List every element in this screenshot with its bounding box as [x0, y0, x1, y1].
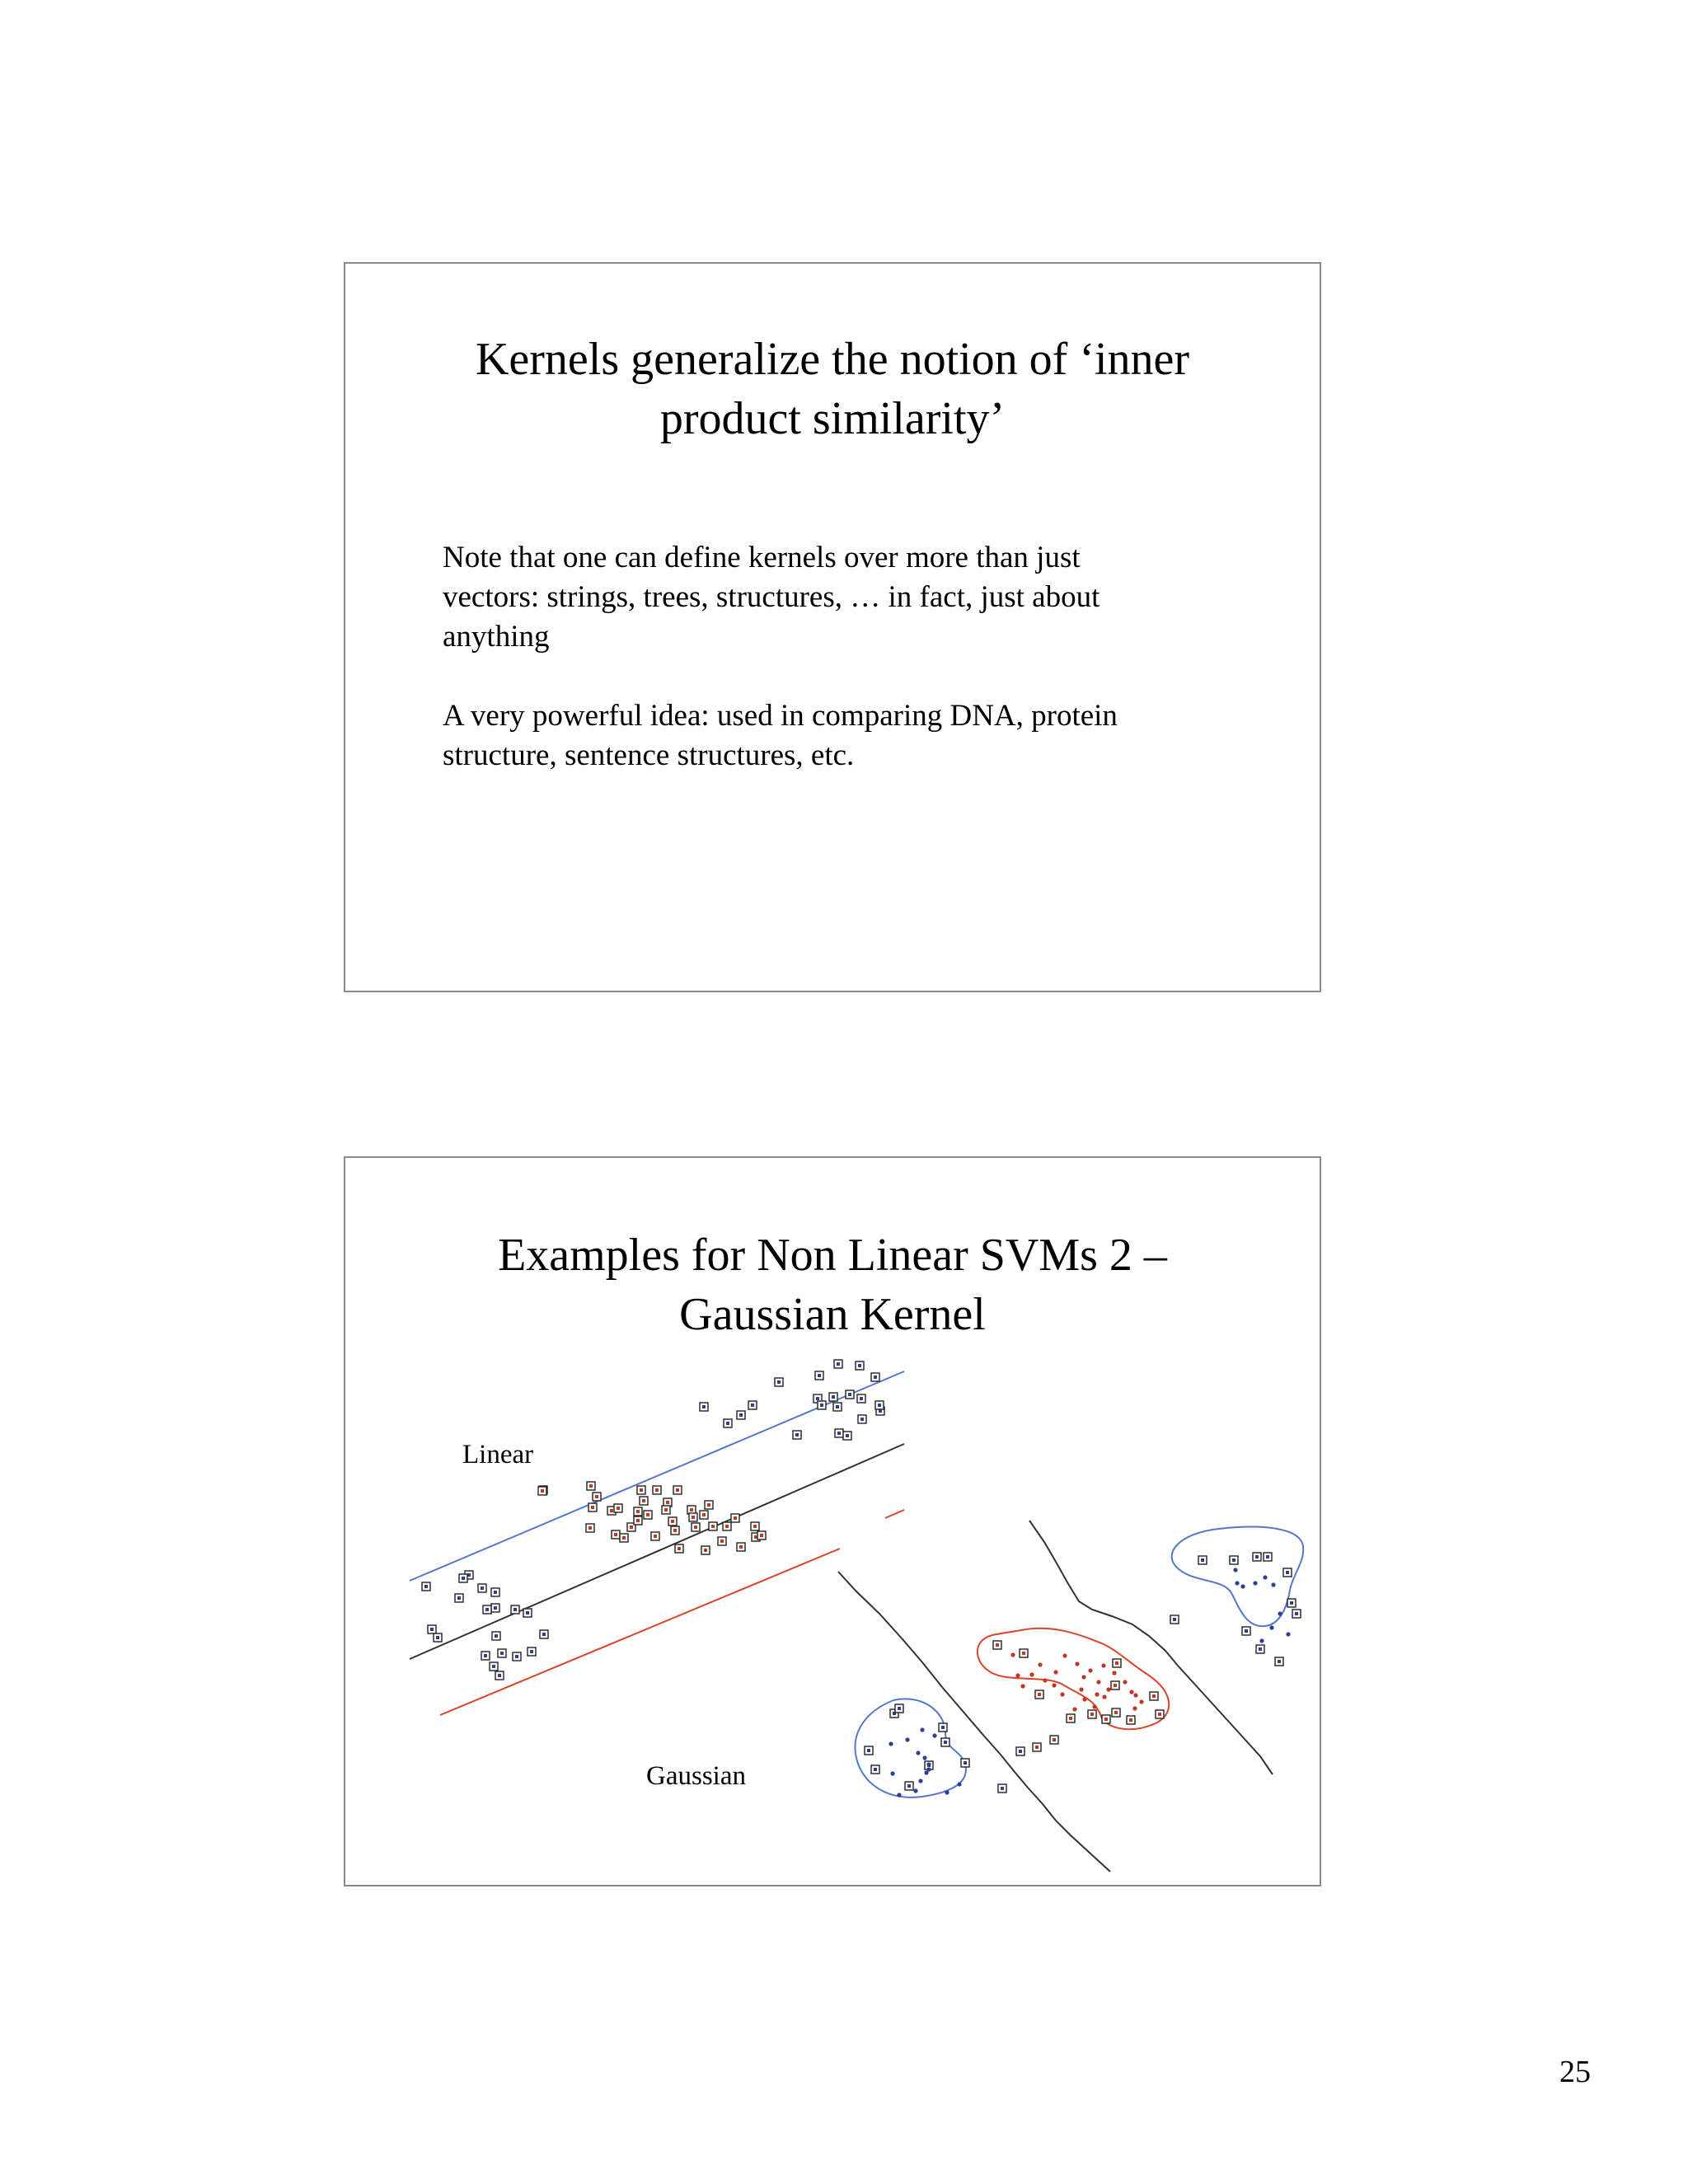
scatter-square-center — [837, 1432, 841, 1435]
scatter-dot-marker — [916, 1750, 920, 1755]
scatter-dot-marker — [1096, 1680, 1100, 1684]
scatter-dot-marker — [957, 1782, 961, 1786]
scatter-square-center — [734, 1516, 737, 1520]
scatter-square-center — [430, 1628, 434, 1631]
scatter-square-center — [457, 1596, 461, 1600]
scatter-square-center — [795, 1433, 799, 1436]
scatter-dot-marker — [922, 1755, 926, 1760]
scatter-square-center — [907, 1784, 911, 1788]
text-line: Note that one can define kernels over more than just — [443, 541, 1081, 574]
scatter-dot-marker — [905, 1737, 909, 1741]
scatter-square-center — [1001, 1787, 1004, 1790]
scatter-dot-marker — [1233, 1568, 1237, 1572]
text-line: anything — [443, 620, 550, 654]
scatter-square-center — [1201, 1558, 1204, 1562]
scatter-square-center — [622, 1536, 626, 1540]
slide-body — [443, 538, 1234, 815]
scatter-square-center — [777, 1380, 781, 1384]
scatter-square-center — [704, 1549, 707, 1552]
scatter-dot-marker — [1129, 1690, 1133, 1694]
scatter-square-center — [848, 1393, 851, 1396]
scatter-dot-marker — [1278, 1611, 1282, 1615]
scatter-square-center — [654, 1535, 657, 1538]
scatter-square-center — [702, 1513, 706, 1516]
scatter-square-center — [1232, 1558, 1236, 1562]
scatter-dot-marker — [945, 1790, 949, 1794]
scatter-square-center — [1104, 1718, 1108, 1721]
scatter-square-center — [436, 1636, 439, 1639]
scatter-square-center — [996, 1643, 999, 1647]
scatter-dot-marker — [1259, 1638, 1264, 1643]
scatter-square-center — [874, 1768, 877, 1771]
scatter-square-center — [1152, 1694, 1156, 1698]
scatter-square-center — [753, 1525, 757, 1528]
scatter-dot-marker — [1139, 1699, 1143, 1704]
scatter-square-center — [720, 1540, 724, 1543]
label-linear: Linear — [462, 1440, 534, 1469]
scatter-square-center — [610, 1509, 613, 1512]
scatter-dot-marker — [1060, 1692, 1064, 1696]
scatter-square-center — [1255, 1555, 1259, 1558]
scatter-square-center — [526, 1611, 529, 1615]
scatter-dot-marker — [1235, 1581, 1239, 1585]
scatter-square-center — [494, 1606, 497, 1610]
linear-red-points — [538, 1482, 766, 1554]
scatter-square-center — [816, 1397, 819, 1400]
scatter-square-center — [646, 1513, 649, 1516]
scatter-square-center — [1035, 1746, 1039, 1749]
scatter-square-center — [837, 1362, 840, 1366]
scatter-square-center — [542, 1633, 546, 1636]
scatter-square-center — [820, 1404, 823, 1407]
scatter-dot-marker — [1286, 1632, 1290, 1636]
title-line: Kernels generalize the notion of ‘inner — [475, 334, 1190, 385]
scatter-square-center — [1038, 1693, 1041, 1696]
scatter-square-center — [636, 1510, 640, 1513]
scatter-square-center — [702, 1405, 706, 1408]
scatter-square-center — [485, 1608, 489, 1611]
scatter-square-center — [642, 1499, 645, 1502]
scatter-square-center — [832, 1395, 835, 1399]
label-gaussian: Gaussian — [646, 1761, 746, 1791]
scatter-square-center — [1259, 1647, 1262, 1651]
scatter-dot-marker — [1102, 1694, 1106, 1699]
scatter-dot-marker — [1082, 1697, 1086, 1701]
scatter-square-center — [1053, 1738, 1056, 1741]
scatter-square-center — [818, 1374, 821, 1377]
scatter-square-center — [1295, 1612, 1298, 1615]
scatter-dot-marker — [918, 1779, 922, 1783]
scatter-dot-marker — [1106, 1687, 1110, 1691]
scatter-square-center — [588, 1526, 592, 1530]
scatter-square-center — [498, 1674, 501, 1677]
scatter-square-center — [858, 1364, 861, 1367]
scatter-square-center — [690, 1508, 693, 1511]
scatter-dot-marker — [926, 1762, 931, 1766]
scatter-square-center — [1019, 1750, 1022, 1753]
scatter-square-center — [1114, 1711, 1118, 1714]
scatter-dot-marker — [924, 1770, 928, 1774]
scatter-dot-marker — [1101, 1663, 1105, 1667]
scatter-square-center — [617, 1507, 620, 1510]
scatter-square-center — [726, 1422, 729, 1425]
scatter-square-center — [595, 1495, 598, 1498]
scatter-dot-marker — [1088, 1668, 1092, 1672]
gaussian-blue-points — [889, 1568, 1290, 1797]
scatter-square-center — [751, 1404, 754, 1407]
scatter-dot-marker — [1269, 1625, 1273, 1629]
scatter-square-center — [530, 1650, 533, 1653]
scatter-square-center — [655, 1488, 659, 1492]
scatter-dot-marker — [1263, 1575, 1267, 1579]
scatter-square-center — [1158, 1713, 1161, 1716]
scatter-dot-marker — [1271, 1582, 1275, 1586]
scatter-dot-marker — [1132, 1706, 1137, 1710]
slide-kernels — [344, 262, 1321, 992]
scatter-square-center — [676, 1488, 679, 1492]
scatter-square-center — [1115, 1661, 1118, 1665]
scatter-square-center — [1286, 1571, 1289, 1574]
gaussian-red-support-vectors — [993, 1641, 1164, 1751]
scatter-square-center — [678, 1547, 681, 1550]
scatter-square-center — [589, 1484, 593, 1488]
scatter-square-center — [1290, 1601, 1293, 1605]
scatter-square-center — [725, 1525, 729, 1528]
scatter-square-center — [739, 1545, 743, 1549]
scatter-dot-marker — [1253, 1581, 1257, 1585]
scatter-square-center — [707, 1503, 710, 1507]
scatter-dot-marker — [1095, 1692, 1099, 1696]
scatter-square-center — [860, 1397, 863, 1400]
scatter-square-center — [614, 1533, 617, 1536]
scatter-dot-marker — [1133, 1693, 1137, 1697]
scatter-square-center — [640, 1488, 643, 1492]
title-line: product similarity’ — [659, 393, 1006, 444]
scatter-square-center — [692, 1516, 695, 1519]
scatter-dot-marker — [1015, 1673, 1020, 1677]
scatter-square-center — [941, 1726, 945, 1729]
scatter-square-center — [515, 1655, 518, 1658]
scatter-square-center — [513, 1608, 517, 1611]
scatter-square-center — [462, 1577, 465, 1580]
scatter-square-center — [1266, 1555, 1269, 1558]
scatter-square-center — [878, 1404, 881, 1407]
scatter-dot-marker — [890, 1771, 894, 1775]
paragraph — [443, 538, 1234, 657]
gaussian-red-points — [1010, 1652, 1143, 1711]
scatter-dot-marker — [1052, 1683, 1056, 1687]
scatter-dot-marker — [1010, 1652, 1015, 1657]
scatter-square-center — [964, 1761, 967, 1765]
scatter-square-center — [673, 1529, 677, 1532]
scatter-dot-marker — [889, 1741, 893, 1746]
scatter-square-center — [1129, 1718, 1132, 1722]
svm-comparison-diagram — [345, 1158, 1320, 1885]
scatter-dot-marker — [1123, 1680, 1127, 1684]
linear-blue-points — [422, 1360, 884, 1680]
scatter-square-center — [484, 1654, 487, 1657]
scatter-square-center — [711, 1525, 715, 1528]
page-number: 25 — [1559, 2055, 1591, 2089]
scatter-dot-marker — [897, 1793, 901, 1797]
scatter-square-center — [541, 1489, 544, 1493]
title-line: Examples for Non Linear SVMs 2 – — [498, 1230, 1167, 1281]
scatter-square-center — [846, 1434, 849, 1437]
scatter-square-center — [494, 1591, 497, 1594]
scatter-square-center — [1278, 1660, 1281, 1663]
scatter-square-center — [1245, 1629, 1248, 1633]
paragraph — [443, 696, 1234, 776]
scatter-dot-marker — [920, 1727, 924, 1732]
scatter-square-center — [481, 1586, 484, 1590]
linear-margin-lower-tail — [885, 1510, 904, 1518]
scatter-square-center — [760, 1534, 763, 1537]
slide-gaussian-kernel — [344, 1156, 1321, 1886]
scatter-dot-marker — [1029, 1672, 1034, 1676]
scatter-dot-marker — [1020, 1684, 1025, 1688]
scatter-square-center — [666, 1501, 669, 1504]
scatter-dot-marker — [1038, 1662, 1042, 1666]
scatter-dot-marker — [1240, 1584, 1245, 1588]
scatter-dot-marker — [1081, 1675, 1085, 1679]
scatter-dot-marker — [1075, 1661, 1079, 1666]
scatter-dot-marker — [932, 1733, 936, 1737]
scatter-square-center — [836, 1405, 839, 1408]
scatter-dot-marker — [1092, 1704, 1096, 1708]
scatter-square-center — [424, 1585, 428, 1588]
scatter-square-center — [898, 1707, 901, 1710]
scatter-square-center — [694, 1526, 697, 1529]
scatter-square-center — [664, 1508, 668, 1511]
scatter-square-center — [500, 1652, 504, 1655]
scatter-square-center — [944, 1741, 947, 1744]
text-line: vectors: strings, trees, structures, … in fact, just about — [443, 580, 1100, 614]
scatter-square-center — [1090, 1713, 1094, 1716]
scatter-square-center — [874, 1376, 877, 1379]
scatter-dot-marker — [1079, 1687, 1083, 1691]
scatter-square-center — [630, 1526, 633, 1529]
scatter-dot-marker — [1072, 1707, 1076, 1711]
scatter-square-center — [591, 1506, 594, 1509]
scatter-square-center — [495, 1634, 498, 1638]
scatter-square-center — [1069, 1717, 1072, 1720]
text-line: structure, sentence structures, etc. — [443, 738, 855, 772]
scatter-square-center — [860, 1418, 864, 1421]
scatter-square-center — [739, 1413, 743, 1417]
scatter-dot-marker — [1043, 1678, 1047, 1682]
title-line: Gaussian Kernel — [679, 1289, 986, 1340]
scatter-dot-marker — [1062, 1653, 1067, 1657]
scatter-square-center — [1114, 1684, 1117, 1687]
text-line: A very powerful idea: used in comparing DNA, protein — [443, 699, 1118, 733]
scatter-square-center — [1022, 1652, 1025, 1655]
scatter-square-center — [1173, 1618, 1176, 1621]
scatter-dot-marker — [913, 1788, 917, 1793]
scatter-dot-marker — [1053, 1670, 1057, 1674]
scatter-square-center — [492, 1665, 495, 1668]
scatter-square-center — [636, 1519, 640, 1522]
slide-title — [345, 330, 1320, 448]
scatter-square-center — [867, 1749, 870, 1752]
scatter-dot-marker — [1112, 1671, 1116, 1675]
scatter-square-center — [671, 1520, 674, 1523]
